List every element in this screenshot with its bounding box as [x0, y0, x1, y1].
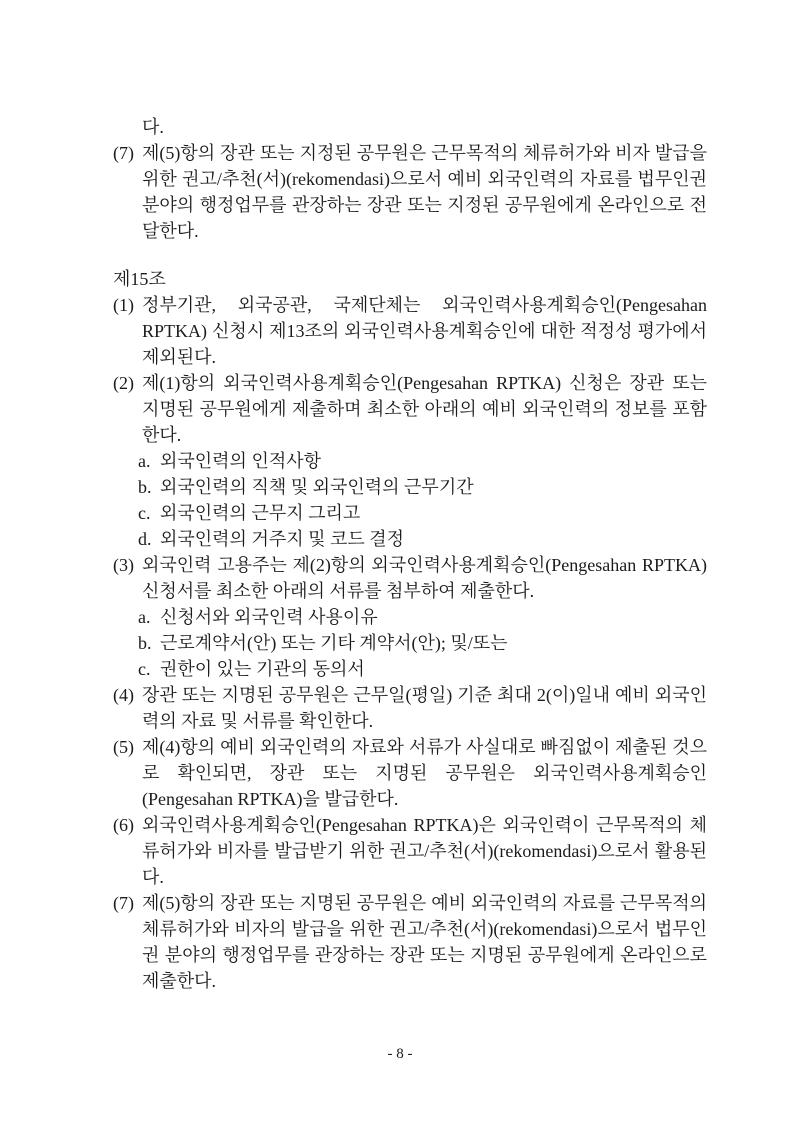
subitem-text: 근로계약서(안) 또는 기타 계약서(안); 및/또는 [160, 633, 508, 653]
item-body [142, 140, 707, 244]
item-marker: (6) [113, 815, 134, 835]
item-marker: (1) [113, 295, 134, 315]
item-marker: (4) [113, 685, 134, 705]
list-item [113, 370, 707, 552]
item-body [142, 812, 707, 890]
item-text: 제(4)항의 예비 외국인력의 자료와 서류가 사실대로 빠짐없이 제출된 것으로 확인되면, 장관 또는 지명된 공무원은 외국인력사용계획승인(Pengesahan RPTKA)을 발급한다. [142, 737, 707, 809]
sub-list-item [138, 448, 707, 474]
item-text: 외국인력 고용주는 제(2)항의 외국인력사용계획승인(Pengesahan RPTKA) 신청서를 최소한 아래의 서류를 첨부하여 제출한다. [142, 555, 707, 601]
subitem-text: 외국인력의 거주지 및 코드 결정 [160, 529, 405, 549]
subitem-marker: a. [138, 607, 151, 627]
sub-list [138, 448, 707, 552]
subitem-text: 외국인력의 근무지 그리고 [160, 503, 361, 523]
item-marker: (5) [113, 737, 134, 757]
list-item [113, 812, 707, 890]
item-text: 제(1)항의 외국인력사용계획승인(Pengesahan RPTKA) 신청은 장관 또는 지명된 공무원에게 제출하며 최소한 아래의 예비 외국인력의 정보를 포함한다. [142, 373, 707, 445]
sub-list-item [138, 500, 707, 526]
item-body [142, 890, 707, 994]
sub-list-item [138, 656, 707, 682]
subitem-marker: b. [138, 477, 152, 497]
subitem-marker: b. [138, 633, 152, 653]
list-item [113, 682, 707, 734]
paragraph-continuation: 다. [142, 117, 164, 137]
document-content [113, 114, 707, 994]
subitem-marker: c. [138, 503, 151, 523]
subitem-text: 권한이 있는 기관의 동의서 [160, 659, 365, 679]
list-item [113, 140, 707, 244]
list-item [113, 734, 707, 812]
article-item-list [113, 292, 707, 994]
subitem-text: 신청서와 외국인력 사용이유 [160, 607, 378, 627]
sub-list-item [138, 604, 707, 630]
subitem-marker: c. [138, 659, 151, 679]
subitem-text: 외국인력의 인적사항 [160, 451, 321, 471]
item-text: 제(5)항의 장관 또는 지명된 공무원은 예비 외국인력의 자료를 근무목적의 체류허가와 비자의 발급을 위한 권고/추천(서)(rekomendasi)으로서 법무인권 분야의 행정업무를 관장하는 장관 또는 지명된 공무원에게 온라인으로 제출한다. [142, 893, 707, 991]
list-item [113, 292, 707, 370]
subitem-text: 외국인력의 직책 및 외국인력의 근무기간 [160, 477, 474, 497]
item-marker: (3) [113, 555, 134, 575]
item-body [142, 682, 707, 734]
top-item-list [113, 140, 707, 244]
item-marker: (2) [113, 373, 134, 393]
item-text: 장관 또는 지명된 공무원은 근무일(평일) 기준 최대 2(이)일내 예비 외국인력의 자료 및 서류를 확인한다. [142, 685, 707, 731]
article-heading: 제15조 [113, 269, 166, 289]
item-body [138, 370, 707, 552]
sub-list-item [138, 526, 707, 552]
sub-list-item [138, 474, 707, 500]
item-marker: (7) [113, 143, 134, 163]
subitem-marker: a. [138, 451, 151, 471]
item-body [142, 734, 707, 812]
list-item [113, 552, 707, 682]
sub-list-item [138, 630, 707, 656]
item-body [142, 292, 707, 370]
subitem-marker: d. [138, 529, 152, 549]
item-text: 외국인력사용계획승인(Pengesahan RPTKA)은 외국인력이 근무목적의 체류허가와 비자를 발급받기 위한 권고/추천(서)(rekomendasi)으로서 활용된다. [142, 815, 707, 887]
item-marker: (7) [113, 893, 134, 913]
sub-list [138, 604, 707, 682]
item-text: 제(5)항의 장관 또는 지정된 공무원은 근무목적의 체류허가와 비자 발급을 위한 권고/추천(서)(rekomendasi)으로서 예비 외국인력의 자료를 법무인권 분야의 행정업무를 관장하는 장관 또는 지정된 공무원에게 온라인으로 전달한다. [142, 143, 707, 241]
item-text: 정부기관, 외국공관, 국제단체는 외국인력사용계획승인(Pengesahan RPTKA) 신청시 제13조의 외국인력사용계획승인에 대한 적정성 평가에서 제외된다. [142, 295, 707, 367]
page-number: - 8 - [387, 1046, 413, 1062]
list-item [113, 890, 707, 994]
item-body [138, 552, 707, 682]
